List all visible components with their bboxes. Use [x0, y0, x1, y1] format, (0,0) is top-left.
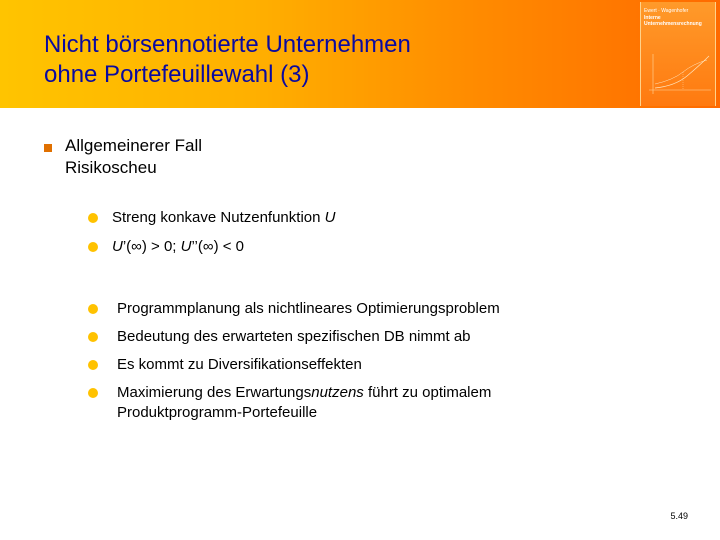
infinity-symbol: ∞: [131, 238, 142, 255]
slide-header: [0, 0, 720, 108]
slide-title: [44, 30, 604, 90]
main-point: [65, 135, 202, 179]
title-line-1: Nicht börsennotierte Unternehmen: [44, 31, 411, 58]
u-symbol: U: [112, 238, 123, 255]
round-bullet-icon: [88, 360, 98, 370]
page-number: 5.49: [670, 511, 688, 521]
bullet-text-line-2: Produktprogramm-Portefeuille: [117, 404, 318, 421]
main-point-line-1: Allgemeinerer Fall: [65, 136, 202, 155]
book-authors: Ewert · Wagenhofer: [644, 8, 689, 14]
title-line-2: ohne Portefeuillewahl (3): [44, 61, 310, 88]
round-bullet-icon: [88, 332, 98, 342]
main-point-line-2: Risikoscheu: [65, 158, 157, 177]
round-bullet-icon: [88, 242, 98, 252]
round-bullet-icon: [88, 304, 98, 314]
derivative-text: ’(: [122, 238, 132, 255]
book-title-line-1: Interne: [644, 15, 661, 21]
derivative-text: ) < 0: [213, 238, 245, 255]
bullet-text: Bedeutung des erwarteten spezifischen DB nimmt ab: [117, 328, 471, 345]
bullet-italic-word: nutzens: [311, 384, 364, 401]
square-bullet-icon: [44, 144, 52, 152]
bullet-italic-u: U: [324, 209, 336, 226]
book-cover-graph: [643, 50, 715, 102]
derivative-text: ’’(: [191, 238, 203, 255]
book-cover-image: [640, 2, 716, 106]
bullet-text: Es kommt zu Diversifikationseffekten: [117, 356, 362, 373]
book-title-line-2: Unternehmensrechnung: [644, 21, 702, 27]
bullet-text: Programmplanung als nichtlineares Optimierungsproblem: [117, 300, 500, 317]
derivative-text: ) > 0;: [141, 238, 181, 255]
round-bullet-icon: [88, 213, 98, 223]
u-symbol: U: [180, 238, 192, 255]
bullet-text: Maximierung des Erwartungs: [117, 384, 312, 401]
round-bullet-icon: [88, 388, 98, 398]
bullet-text: Streng konkave Nutzenfunktion: [112, 209, 325, 226]
infinity-symbol: ∞: [202, 238, 214, 255]
bullet-text: führt zu optimalem: [363, 384, 492, 401]
